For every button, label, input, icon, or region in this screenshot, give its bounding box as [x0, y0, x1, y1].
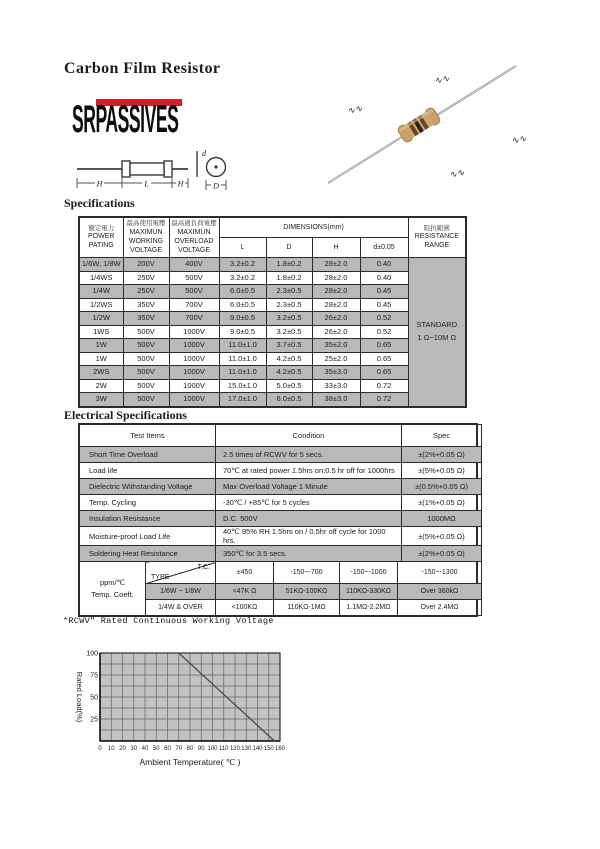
elec-row: Moisture-proof Load Life 40℃ 95% RH 1.5hrs on / 0.5hr off cycle for 1000 hrs. ±(5%+0.05 Ω) — [80, 527, 482, 546]
elec-table — [78, 423, 478, 617]
svg-text:110: 110 — [218, 746, 229, 752]
tc-col-2: -150~-1000 — [340, 562, 398, 584]
elec-row: Temp. Cycling -30℃ / +85℃ for 5 cycles ±(1%+0.05 Ω) — [80, 495, 482, 511]
svg-text:90: 90 — [197, 746, 205, 752]
spec-row: 1/4W 250V 500V 6.0±0.5 2.3±0.5 28±2.0 0.45 — [79, 285, 466, 299]
svg-text:120: 120 — [229, 746, 241, 752]
elec-row: Insulation Resistance D.C. 500V 1000MΩ — [80, 511, 482, 527]
tc-col-0: ±450 — [216, 562, 274, 584]
svg-text:20: 20 — [119, 746, 126, 752]
dim-label-d-big: D — [213, 181, 219, 191]
spec-row: 1W 500V 1000V 11.0±1.0 3.7±0.5 35±2.0 0.65 — [79, 339, 466, 353]
spec-row: 1WS 500V 1000V 9.0±0.5 3.2±0.5 26±2.0 0.52 — [79, 325, 466, 339]
spec-row: 1/2W 350V 700V 9.0±0.5 3.2±0.5 26±2.0 0.52 — [79, 312, 466, 326]
tc-row: 1/6W ~ 1/8W <47K Ω 51KΩ-100KΩ 110KΩ-330KΩ Over 360kΩ — [80, 584, 482, 600]
dim-label-d-small: d — [202, 149, 206, 158]
spec-row: 3W 500V 1000V 17.0±1.0 6.0±0.5 38±3.0 0.72 — [79, 393, 466, 407]
svg-text:∿∿: ∿∿ — [346, 103, 364, 116]
header-condition: Condition — [216, 425, 402, 447]
elec-header-row — [80, 425, 482, 447]
dim-label-h-right: H — [177, 179, 184, 189]
svg-text:140: 140 — [252, 746, 263, 752]
y-tick-labels — [86, 651, 98, 724]
spec-row: 1/2WS 350V 700V 6.0±0.5 2.3±0.5 28±2.0 0.45 — [79, 298, 466, 312]
elec-row: Soldering Heat Resistance 350℃ for 3.5 secs. ±(2%+0.05 Ω) — [80, 546, 482, 562]
spec-row: 2WS 500V 1000V 11.0±1.0 4.2±0.5 35±3.0 0.65 — [79, 366, 466, 380]
spec-col-overload-voltage: 最高過負荷電壓 MAXIMUN OVERLOAD VOLTAGE — [169, 217, 219, 258]
svg-text:30: 30 — [130, 746, 138, 752]
tc-left-label: ppm/℃ Temp. Coeft. — [80, 562, 146, 616]
tc-col-3: -150~-1300 — [398, 562, 482, 584]
section-electrical: Electrical Specifications — [64, 408, 187, 422]
elec-row: Load life 70℃ at rated power 1.5hrs on;0.5 hr off for 1000hrs ±(5%+0.05 Ω) — [80, 463, 482, 479]
page-title: Carbon Film Resistor — [64, 60, 221, 77]
logo-text: SRPASSIVES — [72, 98, 179, 141]
subheader-d: d±0.05 — [360, 238, 408, 258]
subheader-L: L — [219, 238, 266, 258]
dim-label-h-left: H — [96, 179, 103, 189]
resistor-photo — [300, 56, 540, 196]
spec-row: 1W 500V 1000V 11.0±1.0 4.2±0.5 25±2.0 0.65 — [79, 352, 466, 366]
svg-text:100: 100 — [207, 746, 218, 752]
spec-col-working-voltage: 最高使用電壓 MAXIMUN WORKING VOLTAGE — [123, 217, 169, 258]
tc-diagonal-cell: T.C. TYPE — [146, 562, 216, 584]
svg-text:75: 75 — [90, 672, 98, 680]
elec-row: Dielectric Withstanding Voltage Max Overload Voltage 1 Minute ±(0.5%+0.05 Ω) — [80, 479, 482, 495]
tc-header-row — [80, 562, 482, 584]
svg-text:160: 160 — [274, 746, 286, 752]
svg-text:70: 70 — [175, 746, 183, 752]
svg-text:80: 80 — [186, 746, 194, 752]
svg-text:0: 0 — [98, 746, 102, 752]
svg-text:25: 25 — [90, 716, 98, 724]
tc-row: 1/4W & OVER <100KΩ 110KΩ-1MΩ 1.1MΩ-2.2MΩ Over 2.4MΩ — [80, 600, 482, 616]
resistor-dimension-drawing — [75, 147, 235, 195]
svg-text:150: 150 — [263, 746, 274, 752]
svg-text:40: 40 — [141, 746, 149, 752]
tc-col-1: -150~-700 — [274, 562, 340, 584]
svg-text:50: 50 — [90, 694, 98, 702]
spec-col-dimensions: DIMENSIONS(mm) — [219, 217, 408, 238]
svg-text:∿∿: ∿∿ — [433, 73, 451, 86]
y-axis-label: Rated Load(%) — [75, 671, 84, 723]
subheader-D: D — [266, 238, 312, 258]
svg-text:130: 130 — [241, 746, 252, 752]
spec-table — [78, 216, 467, 408]
svg-text:∿∿: ∿∿ — [510, 133, 528, 146]
resistance-range-value: STANDARD 1 Ω~10M Ω — [408, 258, 466, 407]
header-test-items: Test Items — [80, 425, 216, 447]
section-specifications: Specifications — [64, 196, 135, 210]
spec-row: 1/4WS 250V 500V 3.2±0.2 1.8±0.2 28±2.0 0.40 — [79, 271, 466, 285]
spec-col-power: 額定電力 POWER PATING — [79, 217, 123, 258]
spec-col-resistance-range: 阻抗範圍 RESISTANCE RANGE — [408, 217, 466, 258]
svg-text:50: 50 — [152, 746, 160, 752]
svg-text:100: 100 — [86, 650, 98, 658]
svg-text:60: 60 — [164, 746, 171, 752]
x-axis-label: Ambient Temperature( ℃ ) — [139, 757, 241, 767]
derating-chart — [65, 645, 335, 785]
x-tick-labels — [98, 746, 285, 752]
spec-row: 2W 500V 1000V 15.0±1.0 5.0±0.5 33±3.0 0.72 — [79, 379, 466, 393]
elec-row: Short Time Overload 2.5 times of RCWV for 5 secs. ±(2%+0.05 Ω) — [80, 447, 482, 463]
temp-coefficient-block — [79, 561, 482, 616]
subheader-H: H — [312, 238, 360, 258]
dim-label-l: L — [144, 179, 149, 189]
svg-text:∿∿: ∿∿ — [448, 167, 466, 180]
header-spec: Spec — [402, 425, 482, 447]
spec-row: 1/6W, 1/8W 200V 400V 3.2±0.2 1.8±0.2 28±2.0 0.40 STANDARD 1 Ω~10M Ω — [79, 258, 466, 272]
svg-text:10: 10 — [107, 746, 115, 752]
rcwv-footnote: *RCWV" Rated Continuous Working Voltage — [63, 616, 274, 626]
brand-logo — [72, 99, 202, 141]
